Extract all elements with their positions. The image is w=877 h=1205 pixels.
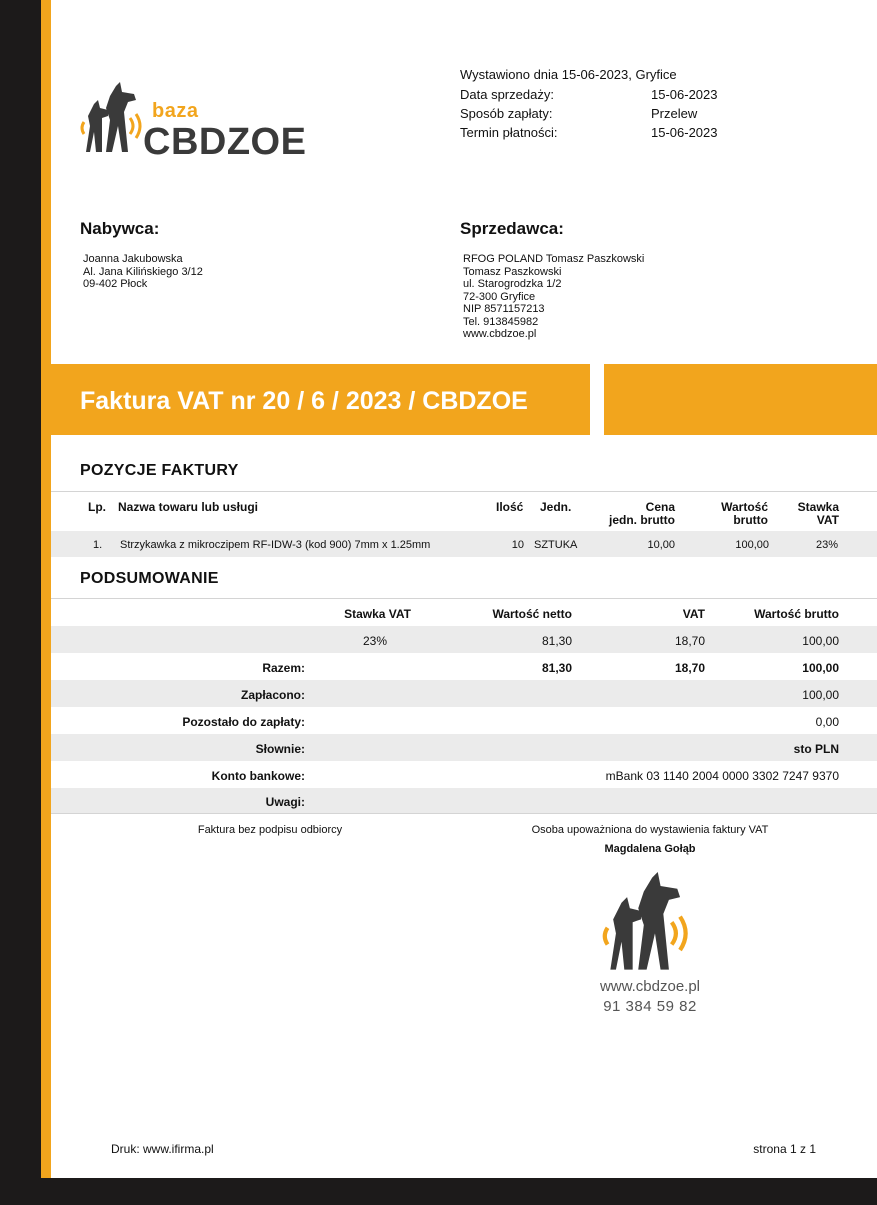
sum-net: 81,30	[541, 634, 572, 648]
paid-value: 100,00	[802, 688, 839, 702]
total-net: 81,30	[541, 661, 572, 675]
account-label: Konto bankowe:	[211, 769, 305, 783]
col-lp: Lp.	[88, 500, 106, 514]
item-unit: SZTUKA	[534, 539, 578, 551]
stamp-phone: 91 384 59 82	[603, 998, 697, 1015]
payment-due-value: 15-06-2023	[651, 125, 718, 140]
items-heading: POZYCJE FAKTURY	[80, 462, 239, 479]
seller-line: Tel. 913845982	[463, 315, 539, 328]
col-rate-line2: VAT	[816, 513, 839, 527]
issuer-name: Magdalena Gołąb	[604, 843, 696, 855]
divider	[51, 598, 877, 599]
sale-date-label: Data sprzedaży:	[460, 87, 554, 102]
total-vat: 18,70	[674, 661, 705, 675]
col-rate	[784, 501, 839, 527]
item-name: Strzykawka z mikroczipem RF-IDW-3 (kod 900) 7mm x 1.25mm	[120, 539, 431, 551]
seller-website: www.cbdzoe.pl	[463, 328, 537, 340]
accent-stripe	[41, 0, 51, 1178]
col-unit: Jedn.	[540, 500, 572, 514]
item-lp: 1.	[93, 539, 103, 551]
item-rate: 23%	[815, 539, 838, 551]
sum-col-rate: Stawka VAT	[344, 607, 411, 621]
stamp-dogs-icon	[602, 870, 694, 980]
seller-line: RFOG POLAND Tomasz Paszkowski	[463, 253, 645, 265]
sum-vat: 18,70	[674, 634, 705, 648]
divider	[51, 813, 877, 814]
total-gross: 100,00	[802, 661, 839, 675]
remaining-value: 0,00	[815, 715, 839, 729]
words-label: Słownie:	[255, 742, 305, 756]
buyer-address	[83, 253, 203, 291]
item-value: 100,00	[735, 539, 769, 551]
summary-heading: PODSUMOWANIE	[80, 570, 219, 587]
payment-method-value: Przelew	[651, 106, 698, 121]
col-value-line1: Wartość	[721, 500, 768, 514]
seller-heading: Sprzedawca:	[460, 219, 564, 238]
sum-rate: 23%	[362, 634, 387, 648]
buyer-line: Joanna Jakubowska	[83, 253, 183, 265]
item-qty: 10	[511, 539, 524, 551]
seller-line: NIP 8571157213	[463, 303, 545, 315]
col-price-line2: jedn. brutto	[609, 513, 675, 527]
divider	[51, 491, 877, 492]
dogs-logo-icon	[80, 82, 146, 158]
total-label: Razem:	[262, 661, 305, 675]
buyer-line: 09-402 Płock	[83, 278, 148, 290]
seller-line: ul. Starogrodzka 1/2	[463, 278, 562, 290]
footer-page: strona 1 z 1	[753, 1142, 816, 1156]
sale-date-value: 15-06-2023	[651, 87, 718, 102]
sum-col-net: Wartość netto	[492, 607, 572, 621]
buyer-line: Al. Jana Kilińskiego 3/12	[83, 265, 203, 278]
buyer-signature-note: Faktura bez podpisu odbiorcy	[197, 824, 343, 836]
col-price-line1: Cena	[645, 500, 675, 514]
col-value-line2: brutto	[733, 513, 768, 527]
words-value: sto PLN	[793, 742, 839, 756]
col-value	[700, 501, 768, 527]
footer-print: Druk: www.ifirma.pl	[111, 1142, 214, 1156]
invoice-title: Faktura VAT nr 20 / 6 / 2023 / CBDZOE	[80, 387, 528, 415]
issue-line: Wystawiono dnia 15-06-2023, Gryfice	[460, 67, 677, 82]
col-qty: Ilość	[496, 500, 524, 514]
col-name: Nazwa towaru lub usługi	[118, 500, 259, 514]
col-rate-line1: Stawka	[797, 500, 839, 514]
stamp-url: www.cbdzoe.pl	[599, 978, 701, 995]
seller-line: Tomasz Paszkowski	[463, 265, 562, 278]
logo-text-cbdzoe: CBDZOE	[143, 121, 307, 163]
banner-gap	[590, 364, 604, 435]
invoice-page	[41, 0, 877, 1178]
sum-col-gross: Wartość brutto	[754, 607, 839, 621]
payment-method-label: Sposób zapłaty:	[460, 106, 553, 121]
col-price	[595, 501, 675, 527]
paid-label: Zapłacono:	[240, 688, 305, 702]
notes-label: Uwagi:	[265, 795, 305, 809]
account-value: mBank 03 1140 2004 0000 3302 7247 9370	[605, 769, 839, 783]
sum-gross: 100,00	[802, 634, 839, 648]
payment-due-label: Termin płatności:	[460, 125, 558, 140]
seller-address	[463, 253, 644, 341]
seller-line: 72-300 Gryfice	[463, 290, 536, 303]
sum-col-vat: VAT	[682, 607, 705, 621]
buyer-heading: Nabywca:	[80, 219, 160, 238]
item-price: 10,00	[647, 539, 675, 551]
issuer-signature-note: Osoba upoważniona do wystawienia faktury VAT	[531, 824, 769, 836]
logo-text-baza: baza	[152, 100, 199, 122]
remaining-label: Pozostało do zapłaty:	[182, 715, 305, 729]
